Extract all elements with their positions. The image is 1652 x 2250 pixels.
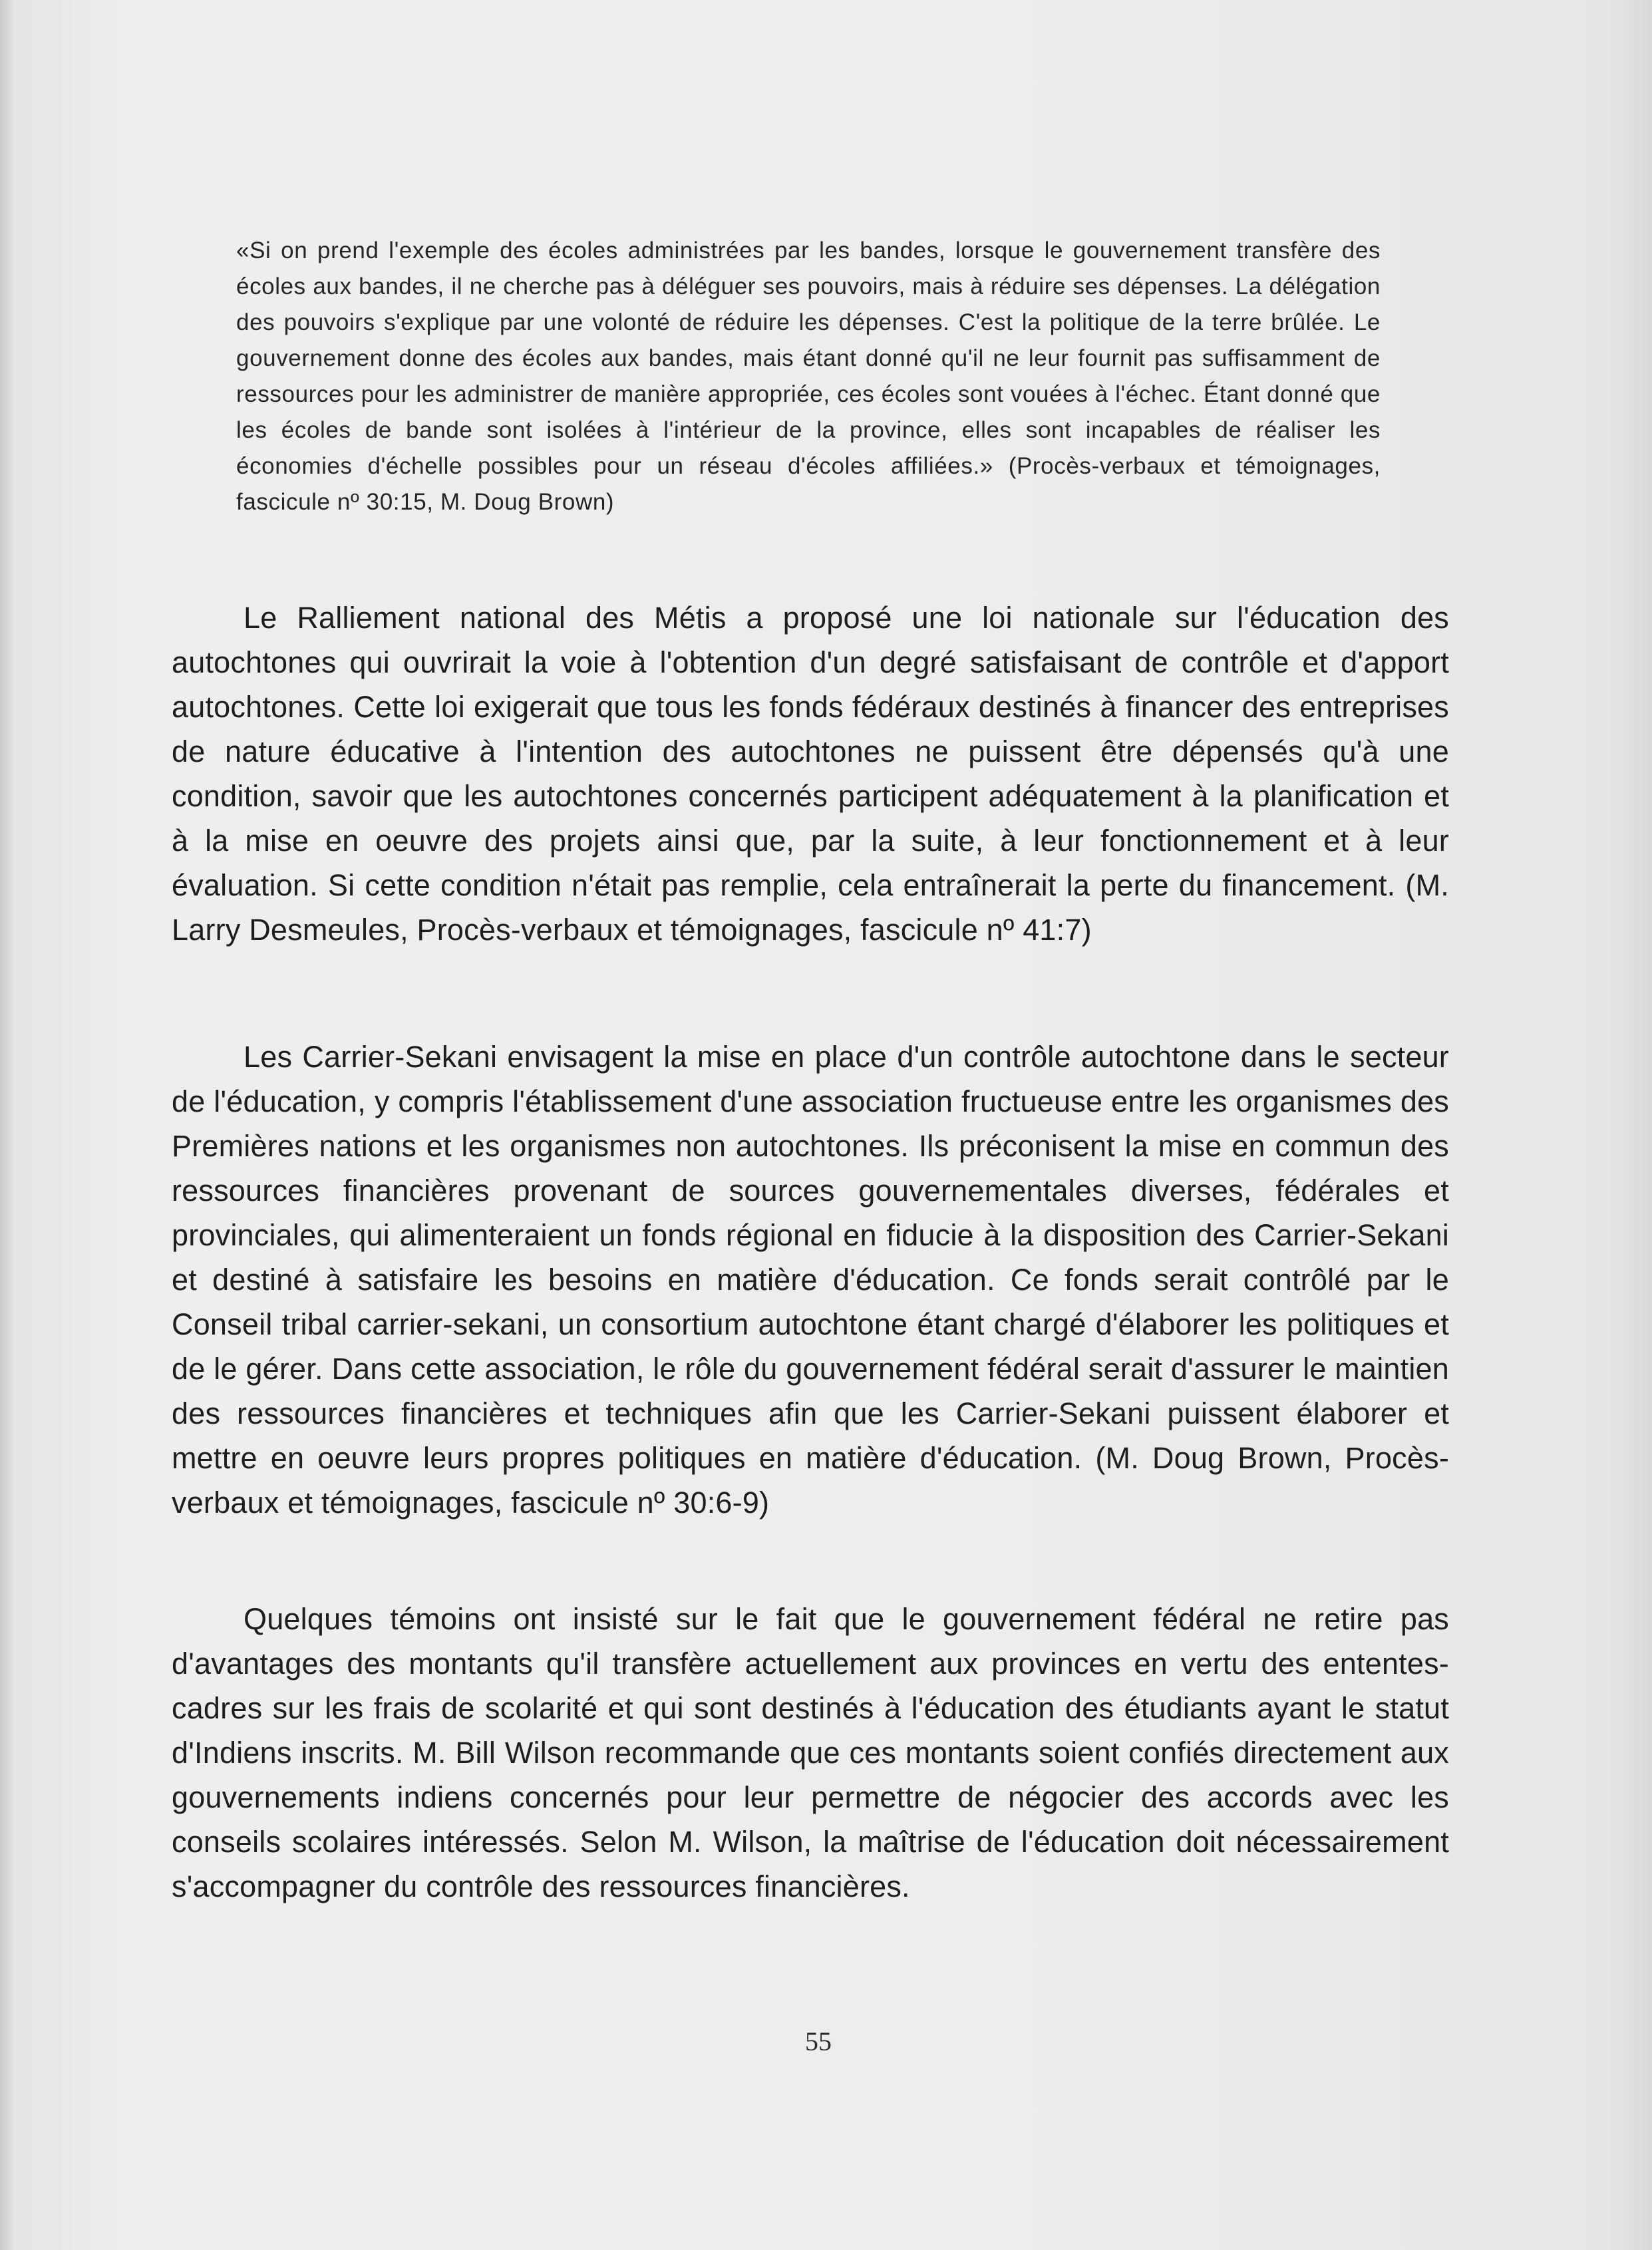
paragraph-text: Le Ralliement national des Métis a proposé une loi nationale sur l'éducation des autochtones qui ouvrirait la voie à l'obtention d'un degré satisfaisant de contrôle et d'apport autochtones. Cette loi exigerait que tous les fonds fédéraux destinés à financer des entreprises de nature éducative à l'intention des autochtones ne puissent être dépensés qu'à une condition, savoir que les autochtones concernés participent adéquatement à la planification et à la mise en oeuvre des projets ainsi que, par la suite, à leur fonctionnement et à leur évaluation. Si cette condition n'était pas remplie, cela entraînerait la perte du financement. (M. Larry Desmeules, Procès-verbaux et témoignages, fascicule nº 41:7)	[172, 601, 1449, 947]
paragraph-text: Quelques témoins ont insisté sur le fait que le gouvernement fédéral ne retire pas d'avantages des montants qu'il transfère actuellement aux provinces en vertu des ententes-cadres sur les frais de scolarité et qui sont destinés à l'éducation des étudiants ayant le statut d'Indiens inscrits. M. Bill Wilson recommande que ces montants soient confiés directement aux gouvernements indiens concernés pour leur permettre de négocier des accords avec les conseils scolaires intéressés. Selon M. Wilson, la maîtrise de l'éducation doit nécessairement s'accompagner du contrôle des ressources financières.	[172, 1602, 1449, 1903]
page-number: 55	[805, 2026, 832, 2056]
paragraph-text: Les Carrier-Sekani envisagent la mise en place d'un contrôle autochtone dans le secteur de l'éducation, y compris l'établissement d'une association fructueuse entre les organismes des Premières nations et les organismes non autochtones. Ils préconisent la mise en commun des ressources financières provenant de sources gouvernementales diverses, fédérales et provinciales, qui alimenteraient un fonds régional en fiducie à la disposition des Carrier-Sekani et destiné à satisfaire les besoins en matière d'éducation. Ce fonds serait contrôlé par le Conseil tribal carrier-sekani, un consortium autochtone étant chargé d'élaborer les politiques et de le gérer. Dans cette association, le rôle du gouvernement fédéral serait d'assurer le maintien des ressources financières et techniques afin que les Carrier-Sekani puissent élaborer et mettre en oeuvre leurs propres politiques en matière d'éducation. (M. Doug Brown, Procès-verbaux et témoignages, fascicule nº 30:6-9)	[172, 1040, 1449, 1520]
page-left-shadow	[0, 0, 15, 2250]
paragraph-metis	[172, 595, 1449, 952]
block-quote: «Si on prend l'exemple des écoles administrées par les bandes, lorsque le gouvernement transfère des écoles aux bandes, il ne cherche pas à déléguer ses pouvoirs, mais à réduire ses dépenses. La délégation des pouvoirs s'explique par une volonté de réduire les dépenses. C'est la politique de la terre brûlée. Le gouvernement donne des écoles aux bandes, mais étant donné qu'il ne leur fournit pas suffisamment de ressources pour les administrer de manière appropriée, ces écoles sont vouées à l'échec. Étant donné que les écoles de bande sont isolées à l'intérieur de la province, elles sont incapables de réaliser les économies d'échelle possibles pour un réseau d'écoles affiliées.» (Procès-verbaux et témoignages, fascicule nº 30:15, M. Doug Brown)	[236, 238, 1381, 515]
page-right-shadow	[1605, 0, 1652, 2250]
paragraph-carrier-sekani	[172, 1035, 1449, 1525]
paragraph-witnesses	[172, 1597, 1449, 1909]
